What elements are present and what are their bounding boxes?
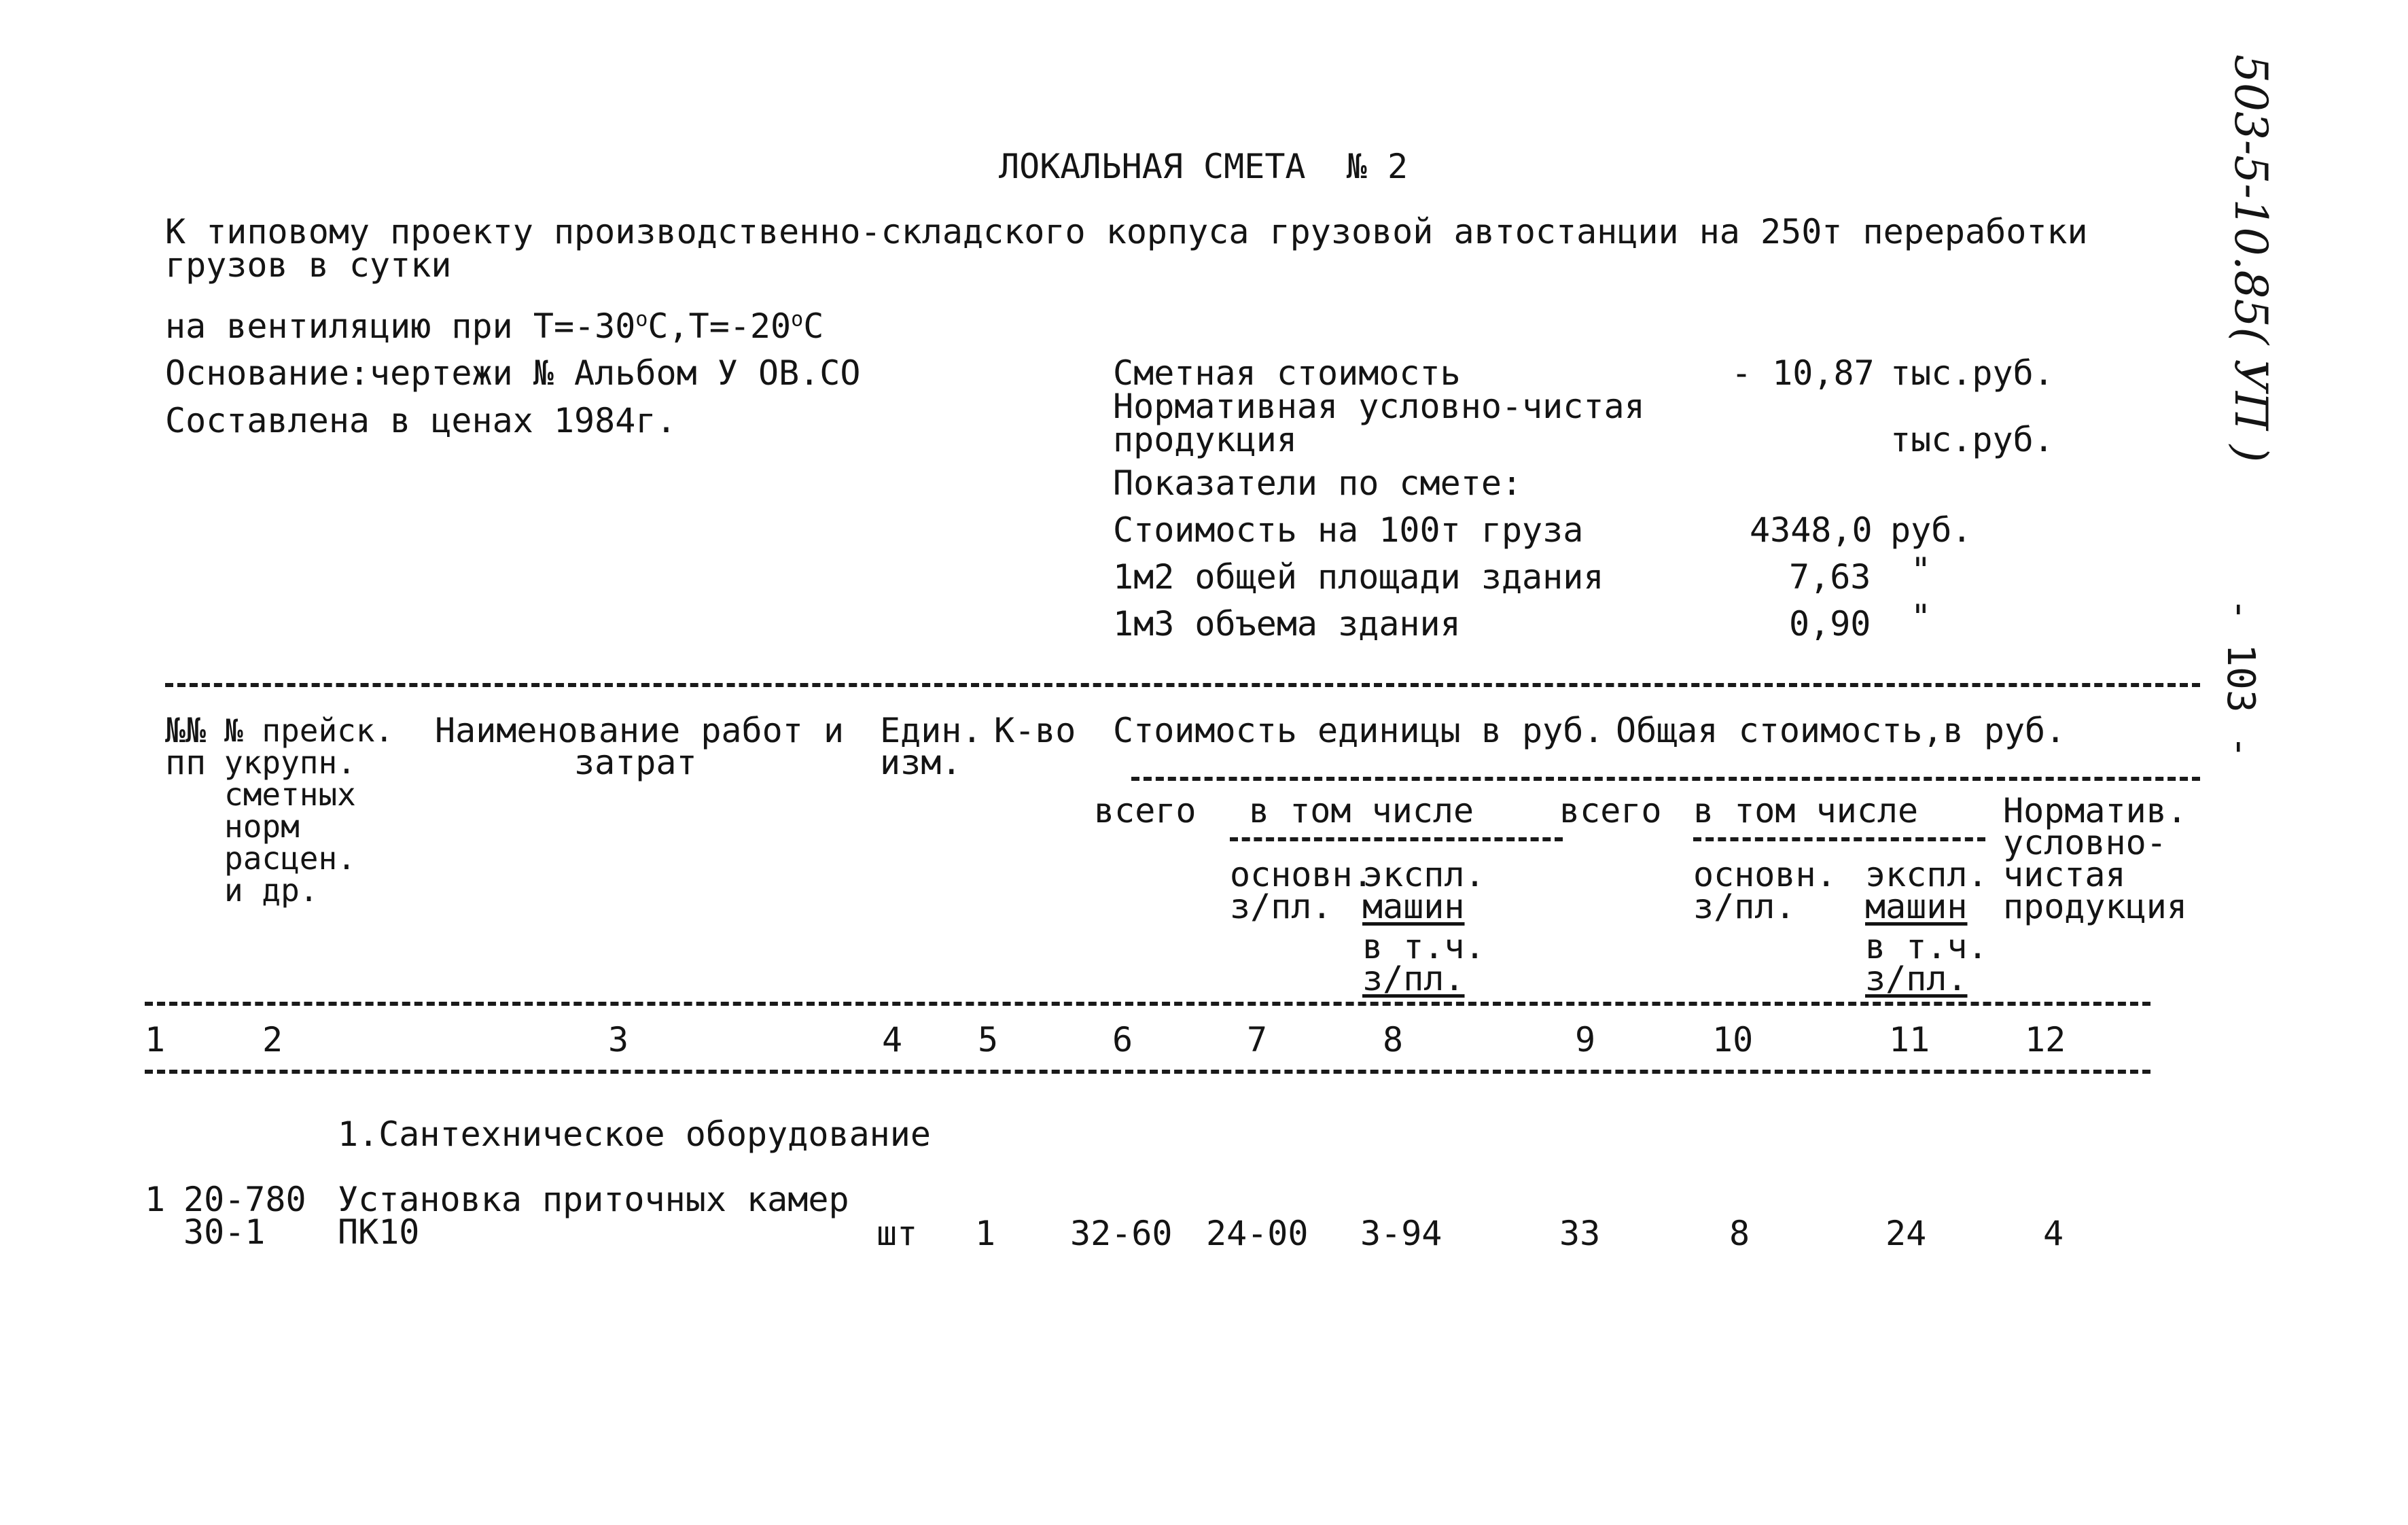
temp-end: С bbox=[803, 306, 824, 346]
header-base2-2: з/пл. bbox=[1693, 887, 1796, 926]
cost-value: - 10,87 bbox=[1731, 353, 1875, 393]
col-number: 3 bbox=[608, 1020, 629, 1059]
header-norm-1: Норматив. bbox=[2003, 791, 2187, 830]
header-num-1: №№ bbox=[165, 711, 207, 750]
header-total: всего bbox=[1094, 791, 1197, 830]
header-total-cost: Общая стоимость,в руб. bbox=[1616, 711, 2066, 750]
col-number: 1 bbox=[145, 1020, 166, 1059]
divider-header-bottom bbox=[145, 1002, 2150, 1006]
header-incl: в том числе bbox=[1249, 791, 1474, 830]
header-expl-1: экспл. bbox=[1362, 855, 1485, 894]
row-name-1: Установка приточных камер bbox=[338, 1180, 849, 1219]
ventilation-line bbox=[165, 306, 824, 346]
row-total: 33 bbox=[1559, 1214, 1601, 1253]
header-norm-4: продукция bbox=[2003, 887, 2187, 926]
header-incl-2: в том числе bbox=[1693, 791, 1919, 830]
header-base-1: основн. bbox=[1230, 855, 1373, 894]
col-number: 5 bbox=[978, 1020, 999, 1059]
per100-label: Стоимость на 100т груза bbox=[1113, 510, 1584, 550]
row-qty: 1 bbox=[975, 1214, 996, 1253]
header-code-3: сметных bbox=[224, 776, 356, 813]
document-title: ЛОКАЛЬНАЯ СМЕТА № 2 bbox=[999, 147, 1409, 186]
volume-unit: " bbox=[1911, 597, 1932, 637]
row-norm: 4 bbox=[2043, 1214, 2064, 1253]
per100-value: 4348,0 bbox=[1750, 510, 1873, 550]
cost-unit: тыс.руб. bbox=[1890, 353, 2054, 393]
header-unit-2: изм. bbox=[880, 743, 962, 782]
section-title: 1.Сантехническое оборудование bbox=[338, 1115, 931, 1154]
col-number: 12 bbox=[2025, 1020, 2066, 1059]
row-num: 1 bbox=[145, 1180, 166, 1219]
divider-incl-2 bbox=[1693, 837, 1985, 841]
subtitle-line-2: грузов в сутки bbox=[165, 245, 452, 285]
header-code-5: расцен. bbox=[224, 840, 356, 877]
norm-label-2: продукция bbox=[1113, 420, 1297, 459]
header-incl-pay-1: в т.ч. bbox=[1362, 927, 1485, 966]
prices-line: Составлена в ценах 1984г. bbox=[165, 401, 677, 440]
ventilation-prefix: на вентиляцию при Т=-30 bbox=[165, 306, 636, 346]
divider-incl-1 bbox=[1230, 837, 1563, 841]
header-norm-3: чистая bbox=[2003, 855, 2126, 894]
row-name-2: ПК10 bbox=[338, 1212, 420, 1252]
area-unit: " bbox=[1911, 550, 1932, 590]
header-norm-2: условно- bbox=[2003, 823, 2167, 862]
row-unit-expl: 3-94 bbox=[1360, 1214, 1442, 1253]
col-number: 4 bbox=[882, 1020, 903, 1059]
header-num-2: пп bbox=[165, 743, 207, 782]
header-name-2: затрат bbox=[574, 743, 697, 782]
subtitle-line-1: К типовому проекту производственно-складского корпуса грузовой автостанции на 250т переработки bbox=[165, 212, 2088, 251]
col-number: 2 bbox=[262, 1020, 283, 1059]
row-total-base: 8 bbox=[1729, 1214, 1750, 1253]
header-unit-cost: Стоимость единицы в руб. bbox=[1113, 711, 1604, 750]
basis-line: Основание:чертежи № Альбом У ОВ.СО bbox=[165, 353, 861, 393]
header-incl-pay2-1: в т.ч. bbox=[1865, 927, 1988, 966]
degree-mark-2: о bbox=[791, 307, 804, 332]
row-unit-base: 24-00 bbox=[1206, 1214, 1309, 1253]
col-number: 8 bbox=[1383, 1020, 1404, 1059]
header-expl-2: машин bbox=[1362, 887, 1465, 926]
row-unit: шт bbox=[877, 1214, 918, 1253]
row-unit-total: 32-60 bbox=[1070, 1214, 1173, 1253]
area-value: 7,63 bbox=[1789, 557, 1871, 597]
header-base2-1: основн. bbox=[1693, 855, 1837, 894]
row-code-2: 30-1 bbox=[183, 1212, 266, 1252]
divider-col-numbers bbox=[145, 1070, 2150, 1074]
header-code-6: и др. bbox=[224, 872, 319, 909]
cost-label: Сметная стоимость bbox=[1113, 353, 1461, 393]
header-qty: К-во bbox=[994, 711, 1076, 750]
temp-middle: С,Т=-20 bbox=[648, 306, 792, 346]
degree-mark-1: о bbox=[635, 307, 648, 332]
col-number: 10 bbox=[1712, 1020, 1754, 1059]
col-number: 6 bbox=[1112, 1020, 1133, 1059]
page-number: - 103 - bbox=[2218, 598, 2263, 759]
area-label: 1м2 общей площади здания bbox=[1113, 557, 1604, 597]
row-total-expl: 24 bbox=[1885, 1214, 1927, 1253]
header-code-4: норм bbox=[224, 808, 300, 845]
header-name-1: Наименование работ и bbox=[435, 711, 845, 750]
col-number: 7 bbox=[1247, 1020, 1268, 1059]
volume-label: 1м3 объема здания bbox=[1113, 604, 1461, 644]
header-code-2: укрупн. bbox=[224, 744, 356, 781]
row-code-1: 20-780 bbox=[183, 1180, 306, 1219]
header-unit-1: Един. bbox=[880, 711, 982, 750]
indicators-label: Показатели по смете: bbox=[1113, 463, 1523, 503]
col-number: 9 bbox=[1575, 1020, 1596, 1059]
header-expl2-2: машин bbox=[1865, 887, 1968, 926]
header-total-2: всего bbox=[1559, 791, 1662, 830]
handwritten-margin-note: 503-5-10.85( УП ) bbox=[2225, 54, 2277, 463]
per100-unit: руб. bbox=[1890, 510, 1972, 550]
norm-unit: тыс.руб. bbox=[1890, 420, 2054, 459]
header-code-1: № прейск. bbox=[224, 712, 394, 749]
header-incl-pay-2: з/пл. bbox=[1362, 959, 1465, 998]
header-base-2: з/пл. bbox=[1230, 887, 1332, 926]
volume-value: 0,90 bbox=[1789, 604, 1871, 644]
col-number: 11 bbox=[1889, 1020, 1930, 1059]
divider-top bbox=[165, 683, 2200, 687]
header-incl-pay2-2: з/пл. bbox=[1865, 959, 1968, 998]
divider-cost-header bbox=[1131, 777, 2200, 781]
norm-label-1: Нормативная условно-чистая bbox=[1113, 387, 1645, 426]
header-expl2-1: экспл. bbox=[1865, 855, 1988, 894]
